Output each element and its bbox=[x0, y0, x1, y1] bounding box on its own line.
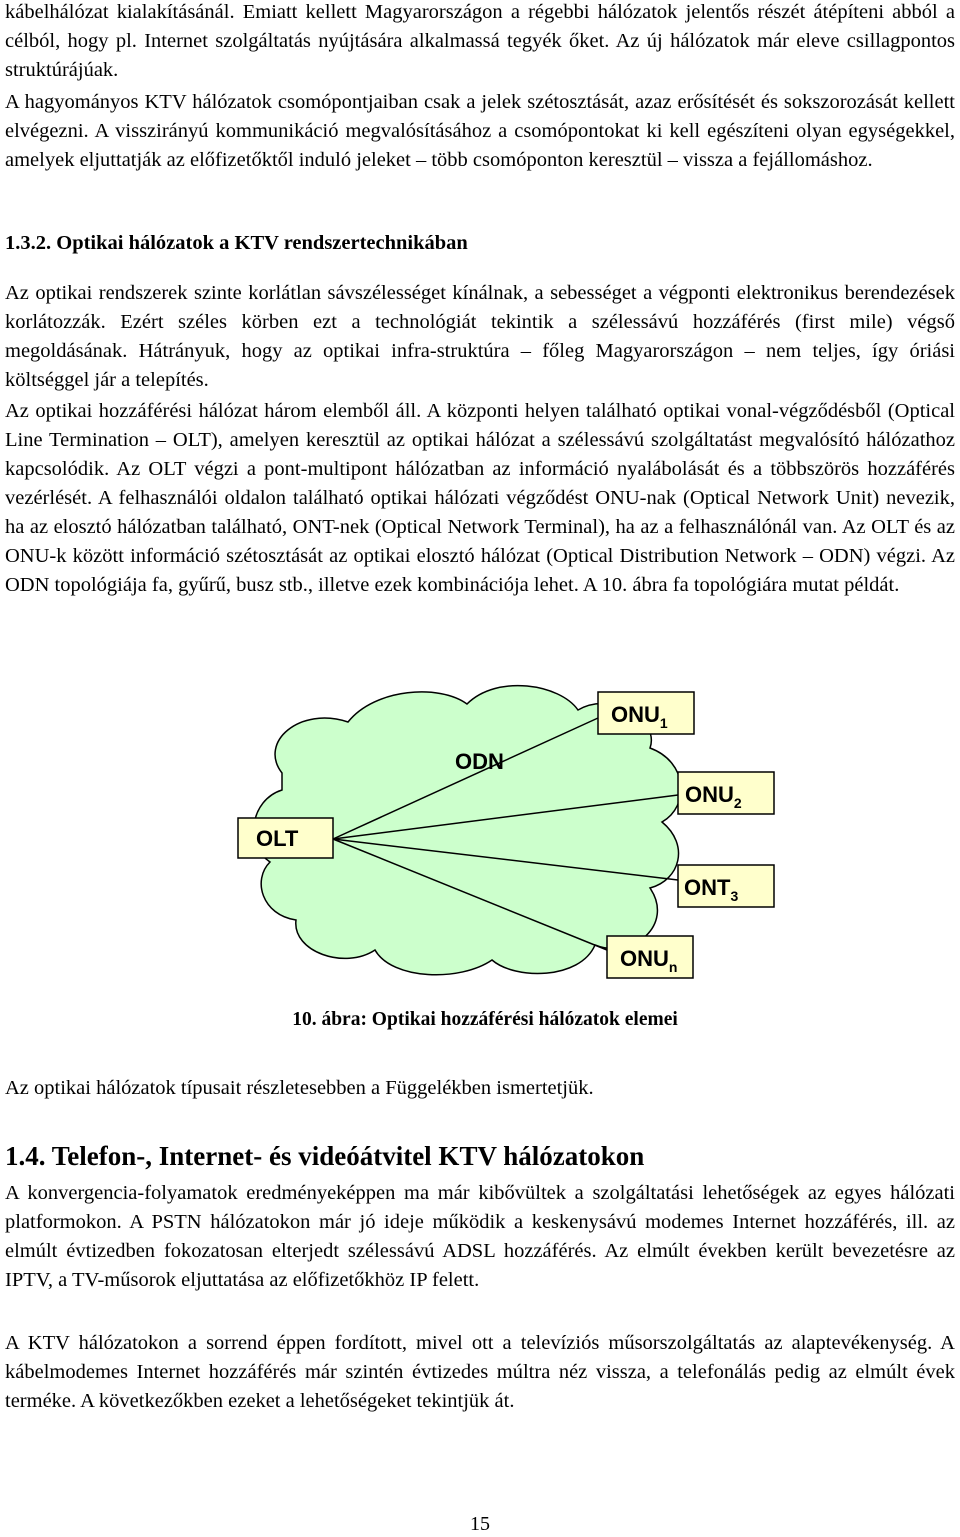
paragraph-text: A KTV hálózatokon a sorrend éppen fordított, mivel ott a televíziós műsorszolgáltatás az alaptevékenység. A kábelmodemes Internet hozzáférés már szintén évtizedes múltra néz vissza, a telefonálás pedig az elmúlt évek terméke. A következőkben ezeket a lehetőségeket tekintjük át. bbox=[5, 1332, 955, 1412]
paragraph-text: Az optikai hozzáférési hálózat három elemből áll. A központi helyen található optikai vonal-végződésből (Optical Line Termination – OLT), amelyen keresztül az optikai hálózat a szélessávú szolgáltatást megvalósító hálózathoz kapcsolódik. Az OLT végzi a pont-multipont hálózatban az információ nyalábolását és a többszörös hozzáférés vezérlését. A felhasználói oldalon található optikai hálózati végződést ONU-nak (Optical Network Unit) nevezik, ha az elosztó hálózatban található, ONT-nek (Optical Network Terminal), ha az a felhasználónál van. Az OLT és az ONU-k között információ szétosztását az optikai elosztó hálózat (Optical Distribution Network – ODN) végzi. Az ODN topológiája fa, gyűrű, busz stb., illetve ezek kombinációja lehet. A 10. ábra fa topológiára mutat példát. bbox=[5, 400, 955, 596]
section-heading-1-3-2 bbox=[5, 229, 955, 258]
heading-text: 1.4. Telefon-, Internet- és videóátvitel KTV hálózatokon bbox=[5, 1141, 645, 1171]
onun-label: $ONU_n$ bbox=[620, 946, 678, 975]
cloud-label: ODN bbox=[455, 749, 504, 774]
ont3-label: $ONT_3$ bbox=[684, 875, 739, 904]
odn-diagram bbox=[0, 680, 960, 980]
section-heading-1-4 bbox=[5, 1139, 955, 1173]
onu1-label: $ONU_1$ bbox=[611, 702, 668, 731]
paragraph-text: kábelhálózat kialakításánál. Emiatt kellett Magyarországon a régebbi hálózatok jelentős részét átépíteni abból a célból, hogy pl. Internet szolgáltatás nyújtására alkalmassá tegyék őket. Az új hálózatok már eleve csillagpontos struktúrájúak. bbox=[5, 1, 955, 81]
paragraph-ktv-order bbox=[5, 1329, 955, 1416]
paragraph-top-1 bbox=[5, 0, 955, 85]
paragraph-convergence bbox=[5, 1179, 955, 1295]
paragraph-text: A hagyományos KTV hálózatok csomópontjaiban csak a jelek szétosztását, azaz erősítését és sokszorozását kellett elvégezni. A visszirányú kommunikáció megvalósításához a csomópontokat ki kell egészíteni olyan egységekkel, amelyek eljuttatják az előfizetőktől induló jeleket – több csomóponton keresztül – vissza a fejállomáshoz. bbox=[5, 91, 955, 171]
onu2-label: $ONU_2$ bbox=[685, 782, 742, 811]
heading-text: 1.3.2. Optikai hálózatok a KTV rendszertechnikában bbox=[5, 232, 468, 254]
paragraph-appendix-note bbox=[5, 1074, 955, 1103]
paragraph-text: Az optikai rendszerek szinte korlátlan sávszélességet kínálnak, a sebességet a végponti elektronikus berendezések korlátozzák. Ezért széles körben ezt a technológiát tekintik a szélessávú hozzáférés (first mile) végső megoldásának. Hátrányuk, hogy az optikai infra-struktúra – főleg Magyarországon – nem teljes, így óriási költséggel jár a telepítés. bbox=[5, 282, 955, 391]
olt-label: OLT bbox=[256, 826, 299, 851]
paragraph-top-2 bbox=[5, 88, 955, 175]
paragraph-text: Az optikai hálózatok típusait részletesebben a Függelékben ismertetjük. bbox=[5, 1077, 594, 1099]
paragraph-optical-1 bbox=[5, 279, 955, 395]
page-number: 15 bbox=[470, 1513, 490, 1535]
paragraph-text: A konvergencia-folyamatok eredményeképpen ma már kibővültek a szolgáltatási lehetőségek az egyes hálózati platformokon. A PSTN hálózatokon már jó ideje működik a keskenysávú modemes Internet hozzáférés, ill. az elmúlt évtizedben fokozatosan elterjedt szélessávú ADSL hozzáférés. Az elmúlt években került bevezetésre az IPTV, a TV-műsorok eljuttatása az előfizetőkhöz IP felett. bbox=[5, 1182, 955, 1291]
paragraph-optical-2 bbox=[5, 397, 955, 600]
figure-caption: 10. ábra: Optikai hozzáférési hálózatok elemei bbox=[292, 1009, 678, 1030]
